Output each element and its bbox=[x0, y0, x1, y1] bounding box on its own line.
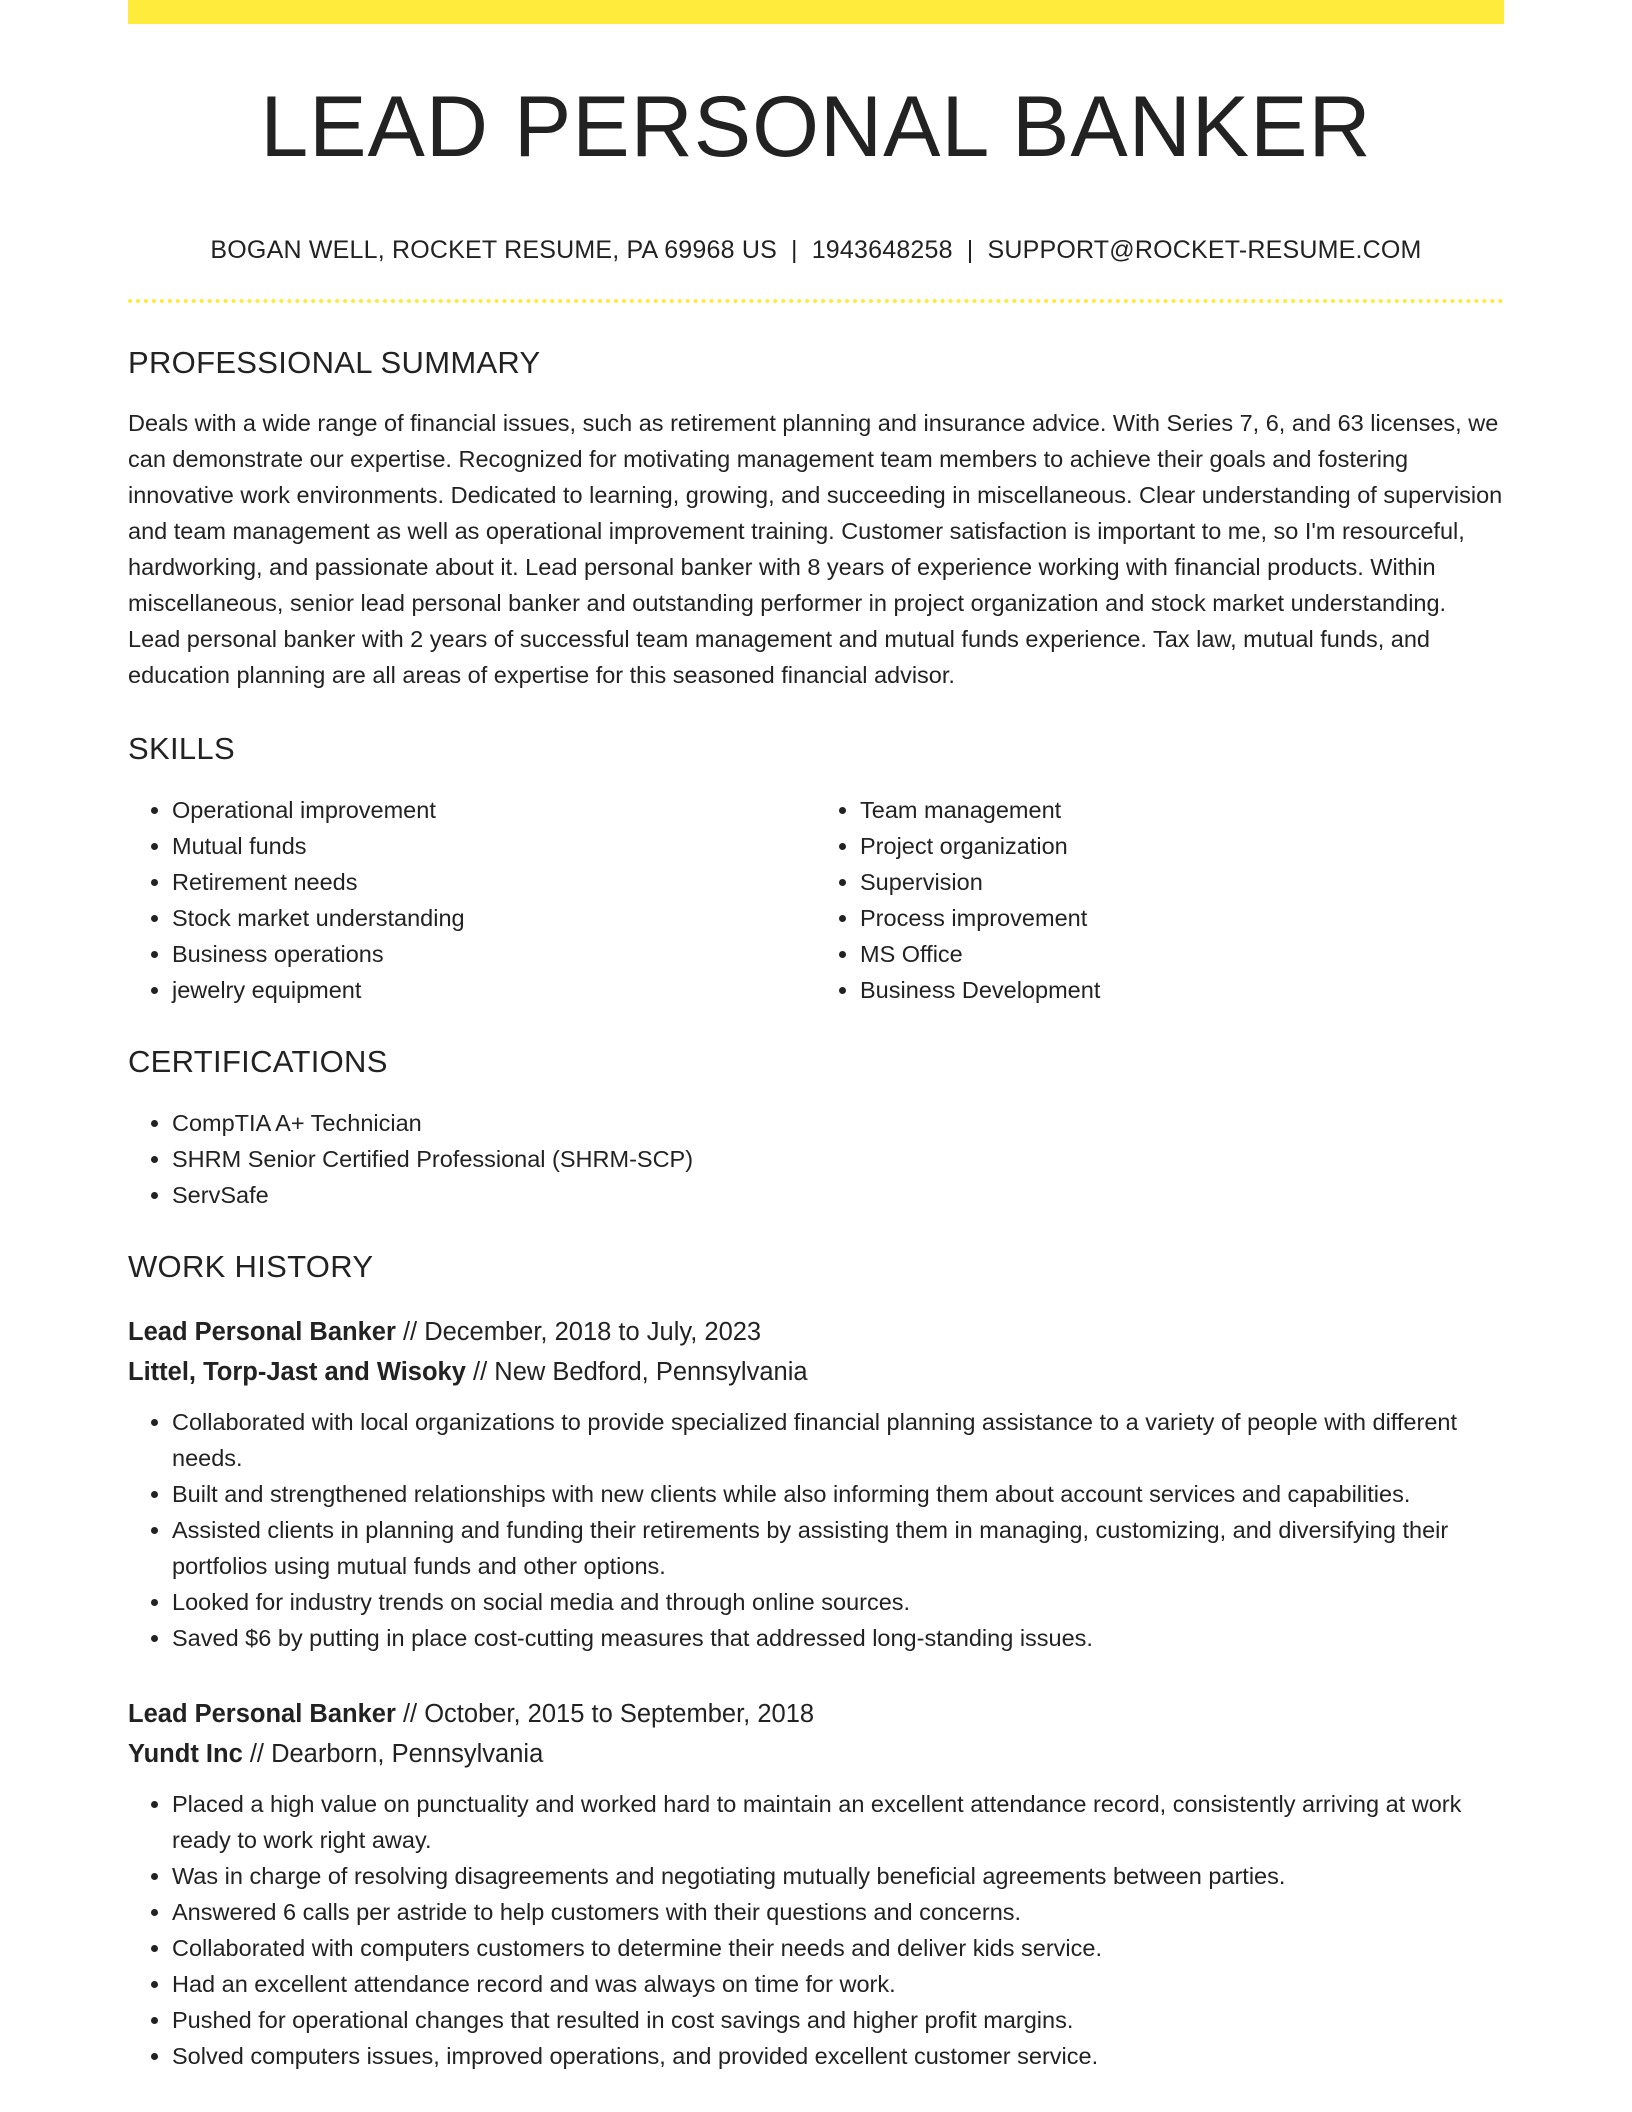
job-entry bbox=[128, 1312, 1504, 1656]
section-heading-summary: PROFESSIONAL SUMMARY bbox=[128, 345, 541, 380]
section-heading-work-history: WORK HISTORY bbox=[128, 1249, 374, 1284]
skills-list-left bbox=[128, 792, 816, 1008]
contact-separator: | bbox=[791, 236, 798, 264]
job-bullet: • Answered 6 calls per astride to help customers with their questions and concerns. bbox=[172, 1894, 1504, 1930]
job-entry bbox=[128, 1694, 1504, 2074]
job-bullet: • Collaborated with local organizations to provide specialized financial planning assistance to a variety of people with different needs. bbox=[172, 1404, 1504, 1476]
professional-summary-section bbox=[128, 347, 1504, 693]
job-bullet: • Saved $6 by putting in place cost-cutting measures that addressed long-standing issues. bbox=[172, 1620, 1504, 1656]
resume-title: LEAD PERSONAL BANKER bbox=[260, 79, 1372, 175]
skills-columns bbox=[128, 792, 1504, 1008]
certification-item: • SHRM Senior Certified Professional (SHRM-SCP) bbox=[172, 1141, 1504, 1177]
job-company: Littel, Torp-Jast and Wisoky bbox=[128, 1358, 466, 1386]
skill-item: • MS Office bbox=[860, 936, 1504, 972]
job-bullet: • Assisted clients in planning and funding their retirements by assisting them in managing, customizing, and diversifying their portfolios using mutual funds and other options. bbox=[172, 1512, 1504, 1584]
work-history-section bbox=[128, 1251, 1504, 2074]
job-location: // New Bedford, Pennsylvania bbox=[465, 1358, 808, 1386]
job-company: Yundt Inc bbox=[128, 1740, 243, 1768]
certification-item: • ServSafe bbox=[172, 1177, 1504, 1213]
summary-text: Deals with a wide range of financial issues, such as retirement planning and insurance advice. With Series 7, 6, and 63 licenses, we can demonstrate our expertise. Recognized for motivating management team members to achieve their goals and fostering innovative work environments. Dedicated to learning, growing, and succeeding in miscellaneous. Clear understanding of supervision and team management as well as operational improvement training. Customer satisfaction is important to me, so I'm resourceful, hardworking, and passionate about it. Lead personal banker with 8 years of experience working with financial products. Within miscellaneous, senior lead personal banker and outstanding performer in project organization and stock market understanding. Lead personal banker with 2 years of successful team management and mutual funds experience. Tax law, mutual funds, and education planning are all areas of expertise for this seasoned financial advisor. bbox=[128, 410, 1503, 688]
accent-top-bar bbox=[128, 0, 1504, 24]
job-bullet: • Pushed for operational changes that resulted in cost savings and higher profit margins. bbox=[172, 2002, 1504, 2038]
contact-line bbox=[128, 236, 1504, 265]
skill-item: • Process improvement bbox=[860, 900, 1504, 936]
skill-item: • Business operations bbox=[172, 936, 816, 972]
skill-item: • Project organization bbox=[860, 828, 1504, 864]
dotted-divider bbox=[128, 299, 1504, 303]
jobs-container bbox=[128, 1312, 1504, 2074]
certification-item: • CompTIA A+ Technician bbox=[172, 1105, 1504, 1141]
certifications-list bbox=[128, 1105, 1504, 1213]
job-title-line bbox=[128, 1694, 1504, 1734]
contact-phone: 1943648258 bbox=[811, 236, 953, 264]
job-bullet: • Solved computers issues, improved operations, and provided excellent customer service. bbox=[172, 2038, 1504, 2074]
job-bullet: • Looked for industry trends on social media and through online sources. bbox=[172, 1584, 1504, 1620]
contact-address: BOGAN WELL, ROCKET RESUME, PA 69968 US bbox=[210, 236, 777, 264]
job-bullet: • Had an excellent attendance record and was always on time for work. bbox=[172, 1966, 1504, 2002]
job-company-line bbox=[128, 1734, 1504, 1774]
section-heading-certifications: CERTIFICATIONS bbox=[128, 1044, 388, 1079]
skill-item: • Mutual funds bbox=[172, 828, 816, 864]
skill-item: • Operational improvement bbox=[172, 792, 816, 828]
skills-section bbox=[128, 733, 1504, 1008]
skill-item: • jewelry equipment bbox=[172, 972, 816, 1008]
skill-item: • Business Development bbox=[860, 972, 1504, 1008]
skill-item: • Retirement needs bbox=[172, 864, 816, 900]
job-bullet: • Was in charge of resolving disagreements and negotiating mutually beneficial agreements between parties. bbox=[172, 1858, 1504, 1894]
certifications-section bbox=[128, 1046, 1504, 1213]
job-title: Lead Personal Banker bbox=[128, 1700, 396, 1728]
job-title: Lead Personal Banker bbox=[128, 1318, 396, 1346]
job-bullet: • Collaborated with computers customers to determine their needs and deliver kids service. bbox=[172, 1930, 1504, 1966]
job-title-line bbox=[128, 1312, 1504, 1352]
job-bullets bbox=[128, 1404, 1504, 1656]
job-dates: // October, 2015 to September, 2018 bbox=[395, 1700, 815, 1728]
resume-page bbox=[128, 0, 1504, 2074]
job-location: // Dearborn, Pennsylvania bbox=[242, 1740, 544, 1768]
skill-item: • Stock market understanding bbox=[172, 900, 816, 936]
skill-item: • Supervision bbox=[860, 864, 1504, 900]
job-bullets bbox=[128, 1786, 1504, 2074]
section-heading-skills: SKILLS bbox=[128, 731, 235, 766]
job-dates: // December, 2018 to July, 2023 bbox=[395, 1318, 762, 1346]
contact-email: SUPPORT@ROCKET-RESUME.COM bbox=[987, 236, 1422, 264]
skills-list-right bbox=[816, 792, 1504, 1008]
job-company-line bbox=[128, 1352, 1504, 1392]
job-bullet: • Built and strengthened relationships with new clients while also informing them about account services and capabilities. bbox=[172, 1476, 1504, 1512]
contact-separator: | bbox=[966, 236, 974, 264]
skill-item: • Team management bbox=[860, 792, 1504, 828]
job-bullet: • Placed a high value on punctuality and worked hard to maintain an excellent attendance record, consistently arriving at work ready to work right away. bbox=[172, 1786, 1504, 1858]
